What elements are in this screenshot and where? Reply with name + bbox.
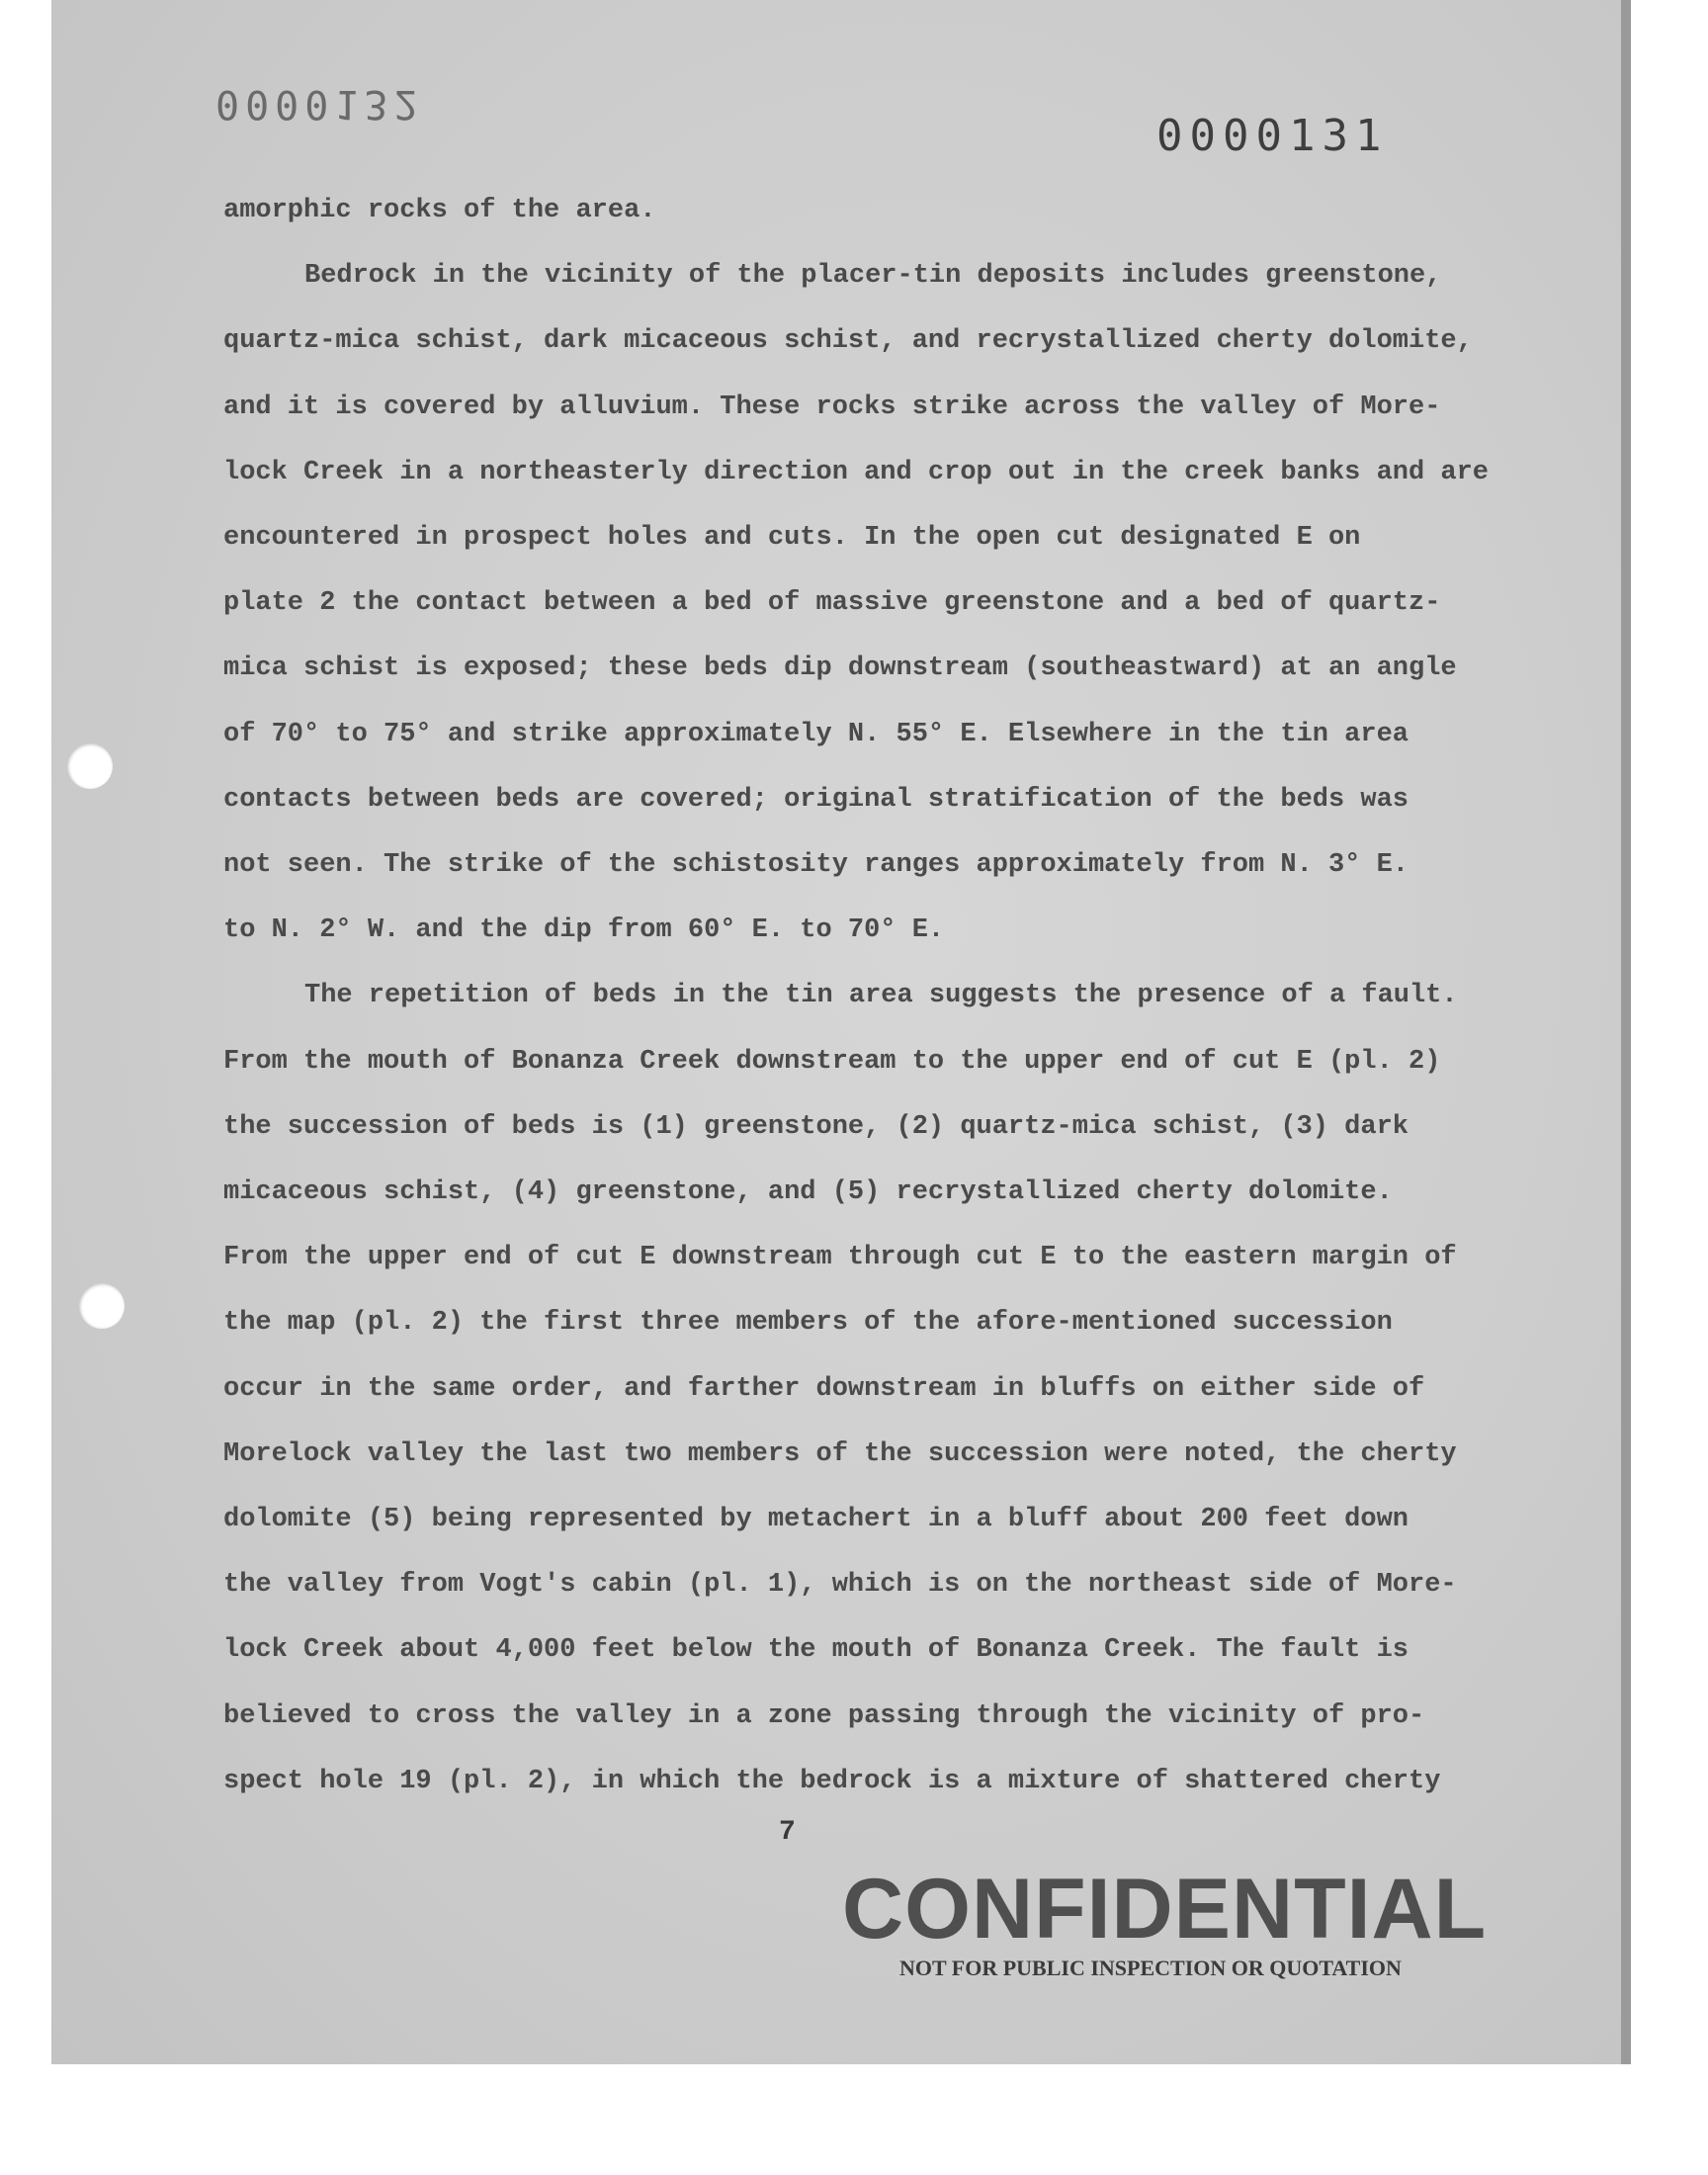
text-line: the valley from Vogt's cabin (pl. 1), which is on the northeast side of More- (223, 1570, 1457, 1601)
text-line: not seen. The strike of the schistosity ranges approximately from N. 3° E. (223, 850, 1409, 881)
mirrored-page-stamp: 0000132 (215, 81, 424, 127)
text-line: From the mouth of Bonanza Creek downstream to the upper end of cut E (pl. 2) (223, 1046, 1441, 1077)
text-line: quartz-mica schist, dark micaceous schist, and recrystallized cherty dolomite, (223, 326, 1473, 357)
punch-hole-top (67, 743, 113, 789)
punch-hole-bottom (79, 1283, 125, 1329)
sheet-edge-shadow (1621, 0, 1631, 2064)
document-body (223, 178, 1538, 1814)
paragraph-continuation (223, 178, 1538, 243)
text-line: contacts between beds are covered; original stratification of the beds was (223, 784, 1409, 815)
text-line: encountered in prospect holes and cuts. In the open cut designated E on (223, 523, 1361, 554)
paragraph-fault (223, 963, 1538, 1814)
text-line: From the upper end of cut E downstream through cut E to the eastern margin of (223, 1243, 1457, 1273)
text-line: micaceous schist, (4) greenstone, and (5) recrystallized cherty dolomite. (223, 1177, 1393, 1208)
text-line: The repetition of beds in the tin area suggests the presence of a fault. (304, 981, 1458, 1011)
paragraph-bedrock (223, 243, 1538, 963)
text-line: to N. 2° W. and the dip from 60° E. to 70° E. (223, 915, 945, 946)
text-line: mica schist is exposed; these beds dip downstream (southeastward) at an angle (223, 653, 1457, 684)
text-line: of 70° to 75° and strike approximately N. 55° E. Elsewhere in the tin area (223, 719, 1409, 749)
confidential-stamp-subtitle: NOT FOR PUBLIC INSPECTION OR QUOTATION (899, 1956, 1402, 1980)
page-number: 7 (779, 1817, 796, 1848)
text-line: amorphic rocks of the area. (223, 196, 656, 225)
text-line: occur in the same order, and farther downstream in bluffs on either side of (223, 1373, 1425, 1404)
text-line: the map (pl. 2) the first three members of the afore-mentioned succession (223, 1308, 1393, 1339)
text-line: dolomite (5) being represented by metachert in a bluff about 200 feet down (223, 1505, 1409, 1535)
text-line: lock Creek in a northeasterly direction and crop out in the creek banks and are (223, 457, 1490, 487)
text-line: spect hole 19 (pl. 2), in which the bedrock is a mixture of shattered cherty (223, 1766, 1441, 1796)
text-line: the succession of beds is (1) greenstone, (2) quartz-mica schist, (3) dark (223, 1111, 1409, 1142)
confidential-stamp-title: CONFIDENTIAL (842, 1862, 1488, 1957)
text-line: believed to cross the valley in a zone passing through the vicinity of pro- (223, 1700, 1425, 1731)
text-line: Morelock valley the last two members of the succession were noted, the cherty (223, 1438, 1457, 1469)
text-line: Bedrock in the vicinity of the placer-tin deposits includes greenstone, (304, 261, 1442, 292)
text-line: lock Creek about 4,000 feet below the mouth of Bonanza Creek. The fault is (223, 1635, 1409, 1666)
text-line: plate 2 the contact between a bed of massive greenstone and a bed of quartz- (223, 588, 1441, 619)
text-line: and it is covered by alluvium. These rocks strike across the valley of More- (223, 392, 1441, 422)
page-id-stamp: 0000131 (1156, 111, 1389, 161)
